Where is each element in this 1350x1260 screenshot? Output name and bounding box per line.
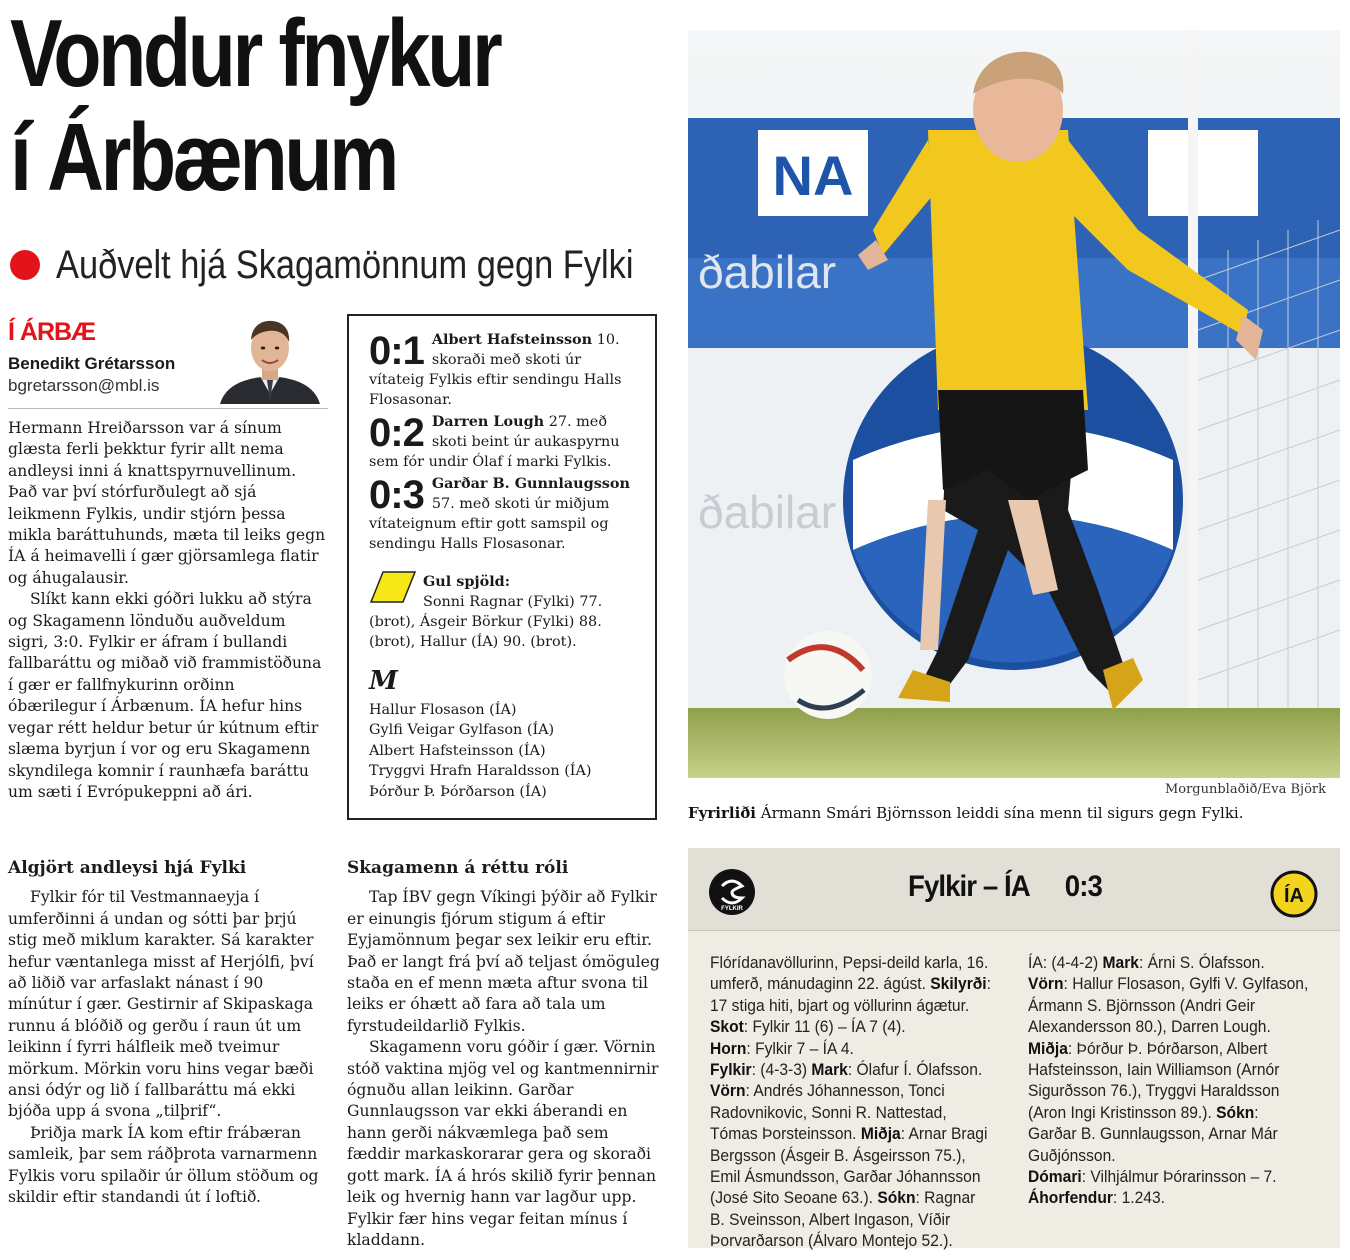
detail-text: : Arnar Bragi Bergsson (Ásgeir B. Ásgeirsson 75.), Emil Ásmundsson, Garðar Jóhannsson (José Sito Seoane 63.). xyxy=(710,1124,988,1208)
detail-text: : 1.243. xyxy=(1112,1188,1165,1208)
detail-text: : 17 stiga hiti, bjart og völlurinn ágætur. xyxy=(710,974,991,1015)
goal-entry xyxy=(369,330,637,410)
detail-label: Miðja xyxy=(860,1124,901,1144)
list-item: Hallur Flosason (ÍA) xyxy=(369,702,517,718)
detail-text: : Hallur Flosason, Gylfi V. Gylfason, Ármann S. Björnsson (Andri Geir Alexandersson 80.), Darren Lough. xyxy=(1028,974,1309,1037)
detail-label: Mark xyxy=(1102,953,1139,972)
subheadline xyxy=(10,240,727,290)
match-details-left xyxy=(710,952,992,1252)
paragraph: Þriðja mark ÍA kom eftir frábæran samleik, þar sem ráðþrota varnarmenn Fylkis voru spilaðir úr öllum stöðum og skildir eftir standandi út í loftið. xyxy=(8,1123,319,1207)
detail-text: : Árni S. Ólafsson. xyxy=(1138,953,1265,972)
match-info-box xyxy=(688,848,1340,1251)
paragraph: Tap ÍBV gegn Víkingi þýðir að Fylkir er einungis fjórum stigum á eftir Eyjamönnum þegar sex leikir eru eftir. Það er langt frá því að teljast ómöguleg staða en ef menn mæta aftur svona til leiks er óhætt að fara að tala um fyrstudeildarlið Fylkis. xyxy=(347,888,660,1035)
byline xyxy=(8,312,328,409)
m-rating-icon: M xyxy=(369,666,398,696)
goal-entry xyxy=(369,412,637,472)
detail-text: : Vilhjálmur Þórarinsson – 7. xyxy=(1081,1167,1277,1187)
list-item: Þórður Þ. Þórðarson (ÍA) xyxy=(369,783,547,800)
article-intro xyxy=(8,418,326,803)
yellow-cards-text: Sonni Ragnar (Fylki) 77. (brot), Ásgeir Börkur (Fylki) 88. (brot), Hallur (ÍA) 90. (brot). xyxy=(369,594,603,650)
goal-detail: 10. skoraði með skoti úr vítateig Fylkis eftir sendingu Halls Flosasonar. xyxy=(369,332,622,408)
team-separator: – xyxy=(976,870,1005,903)
goal-scorer: Albert Hafsteinsson xyxy=(431,331,593,348)
goal-entry xyxy=(369,474,637,554)
goal-scorer: Garðar B. Gunnlaugsson xyxy=(431,475,630,492)
match-photo xyxy=(688,30,1340,778)
detail-label: Fylkir xyxy=(710,1060,752,1080)
yellow-cards-title: Gul spjöld: xyxy=(423,573,511,590)
detail-text: : Ólafur Í. Ólafsson. xyxy=(847,1060,983,1080)
ia-logo-icon xyxy=(1270,870,1318,918)
detail-label: Skilyrði xyxy=(930,974,987,994)
subheadline-text: Auðvelt hjá Skagamönnum gegn Fylki xyxy=(56,242,634,287)
paragraph: Hermann Hreiðarsson var á sínum glæsta ferli þekktur fyrir allt nema andleysi inni á knattspyrnuvellinum. Það var því stórfurðulegt að sjá leikmenn Fylkis, undir stjórn þessa mikla baráttuhunds, mæta til leiks gegn ÍA á heimavelli í gær gjörsamlega flatir og áhugalausir. xyxy=(8,419,326,587)
m-players-list xyxy=(369,700,637,802)
detail-label: Sókn xyxy=(877,1188,916,1208)
article-section-1 xyxy=(8,858,326,1209)
detail-text: : Þórður Þ. Þórðarson, Albert Hafsteinsson, Iain Williamson (Arnór Sigurðsson 76.), Tryggvi Haraldsson (Aron Ingi Kristinsson 89.). xyxy=(1028,1038,1280,1122)
goal-scorer: Darren Lough xyxy=(431,413,545,430)
yellow-cards xyxy=(369,572,637,652)
headline xyxy=(10,2,559,210)
detail-text: ÍA: (4-4-2) xyxy=(1028,953,1103,972)
detail-text: Flórídanavöllurinn, Pepsi-deild karla, 16. umferð, mánudaginn 22. ágúst. xyxy=(710,953,989,994)
svg-text:ÍA: ÍA xyxy=(1284,885,1304,907)
detail-text: : Garðar B. Gunnlaugsson, Arnar Már Guðjónsson. xyxy=(1028,1102,1278,1165)
list-item: Gylfi Veigar Gylfason (ÍA) xyxy=(369,722,555,739)
match-header xyxy=(688,848,1340,930)
svg-text:FYLKIR: FYLKIR xyxy=(721,906,743,912)
goal-score: 0:3 xyxy=(369,473,424,517)
list-item: Albert Hafsteinsson (ÍA) xyxy=(369,742,546,759)
sign-text: ðabilar xyxy=(698,246,837,298)
home-team: Fylkir xyxy=(908,870,977,903)
section-heading: Skagamenn á réttu róli xyxy=(347,858,569,878)
detail-text: : Fylkir 11 (6) – ÍA 7 (4). xyxy=(743,1017,906,1037)
paragraph: Skagamenn voru góðir í gær. Vörnin stóð vaktina mjög vel og kantmennirnir ógnuðu allan leikinn. Garðar Gunnlaugsson var ekki áberandi en hann gerði nákvæmlega það sem fæddir markaskorarar gera og skoraði gott mark. ÍA á hrós skilið fyrir þennan leik og hvernig hann var lagður upp. Fylkir fær hins vegar feitan mínus í kladdann. xyxy=(347,1038,659,1249)
photo-caption xyxy=(688,804,1338,822)
section-heading: Algjört andleysi hjá Fylki xyxy=(8,858,247,878)
article-section-2 xyxy=(347,858,665,1251)
fylkir-logo-icon xyxy=(708,868,756,916)
away-team: ÍA xyxy=(1004,870,1030,903)
caption-lead: Fyrirliði xyxy=(688,804,756,822)
goal-score: 0:2 xyxy=(369,411,424,455)
goal-detail: 27. með skoti beint úr aukaspyrnu sem fór undir Ólaf í marki Fylkis. xyxy=(369,414,620,470)
headline-line-1: Vondur fnykur xyxy=(10,0,500,107)
goal-detail: 57. með skoti úr miðjum vítateignum eftir gott samspil og sendingu Halls Flosasonar. xyxy=(369,496,610,552)
detail-text: : Andrés Jóhannesson, Tonci Radovnikovic, Sonni R. Nattestad, Tómas Þorsteinsson. xyxy=(710,1081,947,1144)
divider xyxy=(688,930,1340,931)
author-avatar xyxy=(216,314,324,404)
detail-label: Miðja xyxy=(1028,1038,1068,1058)
headline-line-2: í Árbænum xyxy=(10,104,396,211)
author-email[interactable]: bgretarsson@mbl.is xyxy=(8,376,160,395)
detail-label: Vörn xyxy=(1028,974,1064,994)
goal-score: 0:1 xyxy=(369,329,424,373)
red-bullet-icon xyxy=(10,250,40,280)
detail-label: Sókn xyxy=(1216,1102,1255,1122)
detail-text: : (4-3-3) xyxy=(751,1060,812,1080)
kicker: Í ÁRBÆ xyxy=(8,318,96,346)
paragraph: Fylkir fór til Vestmannaeyja í umferðinni á undan og sótti þar þrjú stig með miklum karakter. Sá karakter hefur væntanlega misst af Herjólfi, því að liðið var arfaslakt nánast í 90 mínútur í gær. Gestirnir af Skipaskaga runnu á blóðið og gerðu í raun út um leikinn í fyrri hálfleik með tveimur mörkum. Mörkin voru hins vegar bæði ansi ódýr og lið í fallbaráttu má ekki bjóða upp á svona „tilþrif“. xyxy=(8,888,314,1121)
list-item: Tryggvi Hrafn Haraldsson (ÍA) xyxy=(369,763,592,780)
goals-box xyxy=(347,314,657,820)
caption-text: Ármann Smári Björnsson leiddi sína menn til sigurs gegn Fylki. xyxy=(755,804,1244,822)
author-name: Benedikt Grétarsson xyxy=(8,354,176,373)
sign-na: NA xyxy=(772,144,854,207)
detail-text: : Ragnar B. Sveinsson, Albert Ingason, Víðir Þorvarðarson (Álvaro Montejo 52.). xyxy=(710,1188,976,1251)
match-score: 0:3 xyxy=(1064,870,1102,903)
detail-label: Áhorfendur xyxy=(1028,1188,1113,1208)
yellow-card-icon xyxy=(369,570,417,604)
detail-label: Skot xyxy=(710,1017,744,1037)
match-title xyxy=(908,870,1102,904)
detail-label: Dómari xyxy=(1028,1167,1082,1187)
detail-label: Mark xyxy=(811,1060,848,1080)
svg-text:ðabilar: ðabilar xyxy=(698,486,837,538)
detail-label: Vörn xyxy=(710,1081,746,1101)
detail-label: Horn xyxy=(710,1038,747,1058)
match-details-right xyxy=(1028,952,1310,1209)
photo-credit: Morgunblaðið/Eva Björk xyxy=(1164,782,1326,797)
paragraph: Slíkt kann ekki góðri lukku að stýra og Skagamenn lönduðu auðveldum sigri, 3:0. Fylkir er áfram í bullandi fallbaráttu og miðað við frammistöðuna í gær er fallfnykurinn orðinn óbærilegur í Árbænum. ÍA hefur hins vegar rétt heldur betur úr kútnum eftir slæma byrjun í vor og eru Skagamenn skyndilega komnir í raunhæfa baráttu um sæti í Evrópukeppni að ári. xyxy=(8,590,322,801)
detail-text: : Fylkir 7 – ÍA 4. xyxy=(746,1038,854,1058)
